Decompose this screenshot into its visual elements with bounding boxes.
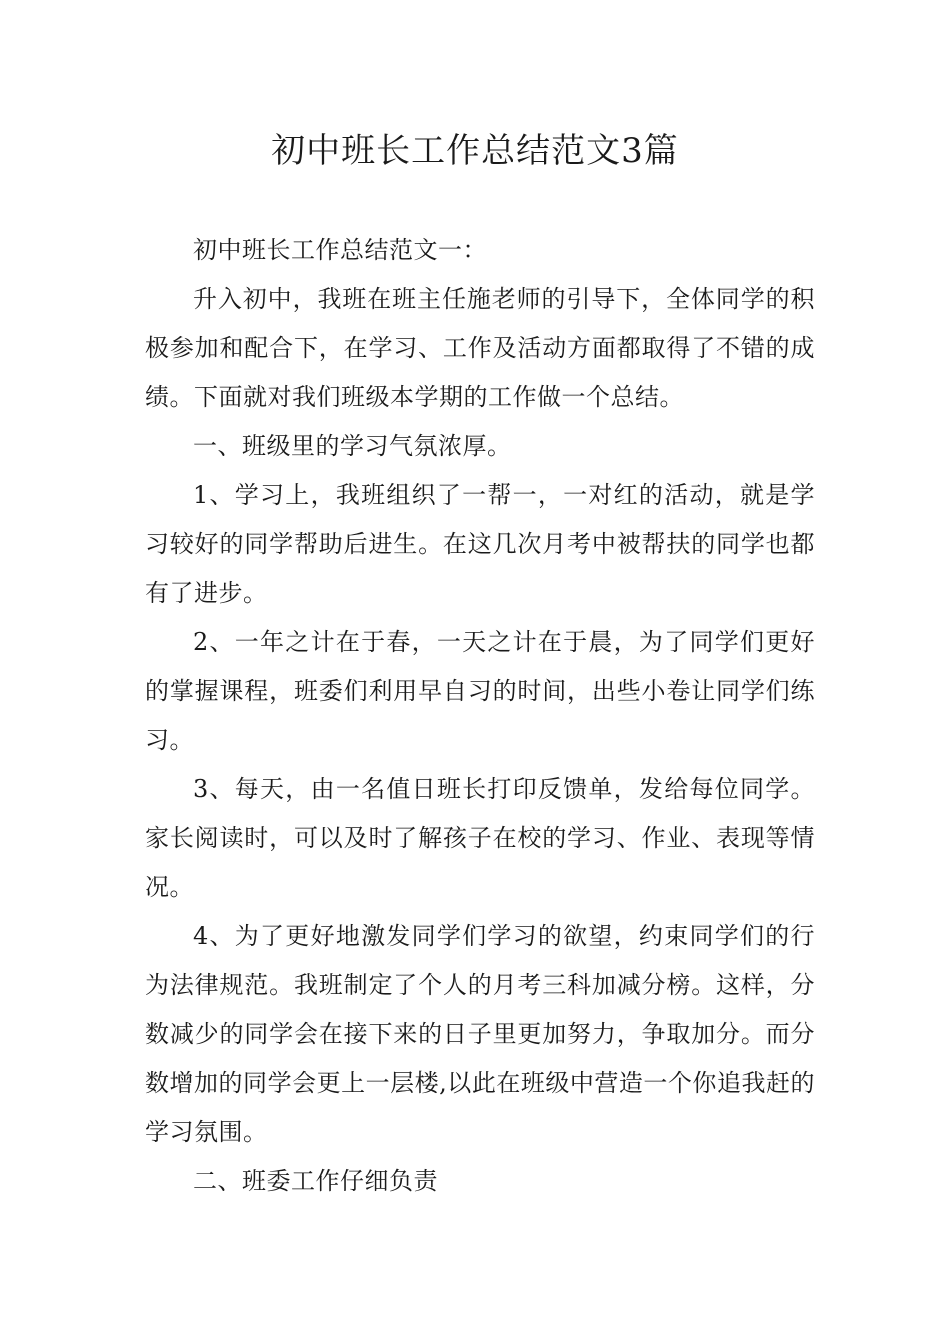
paragraph-item-2: 2、一年之计在于春，一天之计在于晨，为了同学们更好的掌握课程，班委们利用早自习的时间，出些小卷让同学们练习。 [145,628,815,754]
paragraph-intro: 升入初中，我班在班主任施老师的引导下，全体同学的积极参加和配合下，在学习、工作及活动方面都取得了不错的成绩。下面就对我们班级本学期的工作做一个总结。 [145,285,815,411]
paragraph-item-1: 1、学习上，我班组织了一帮一，一对红的活动，就是学习较好的同学帮助后进生。在这几次月考中被帮扶的同学也都有了进步。 [145,481,815,607]
paragraph-heading-1: 初中班长工作总结范文一： [193,236,487,264]
document-title: 初中班长工作总结范文3篇 [271,131,679,171]
document-body [145,226,815,1206]
paragraph-item-3: 3、每天，由一名值日班长打印反馈单，发给每位同学。家长阅读时，可以及时了解孩子在校的学习、作业、表现等情况。 [145,775,815,901]
section-heading-1: 一、班级里的学习气氛浓厚。 [193,432,512,460]
section-heading-2: 二、班委工作仔细负责 [193,1167,438,1195]
paragraph-item-4: 4、为了更好地激发同学们学习的欲望，约束同学们的行为法律规范。我班制定了个人的月考三科加减分榜。这样，分数减少的同学会在接下来的日子里更加努力，争取加分。而分数增加的同学会更上一层楼,以此在班级中营造一个你追我赶的学习氛围。 [145,922,815,1146]
